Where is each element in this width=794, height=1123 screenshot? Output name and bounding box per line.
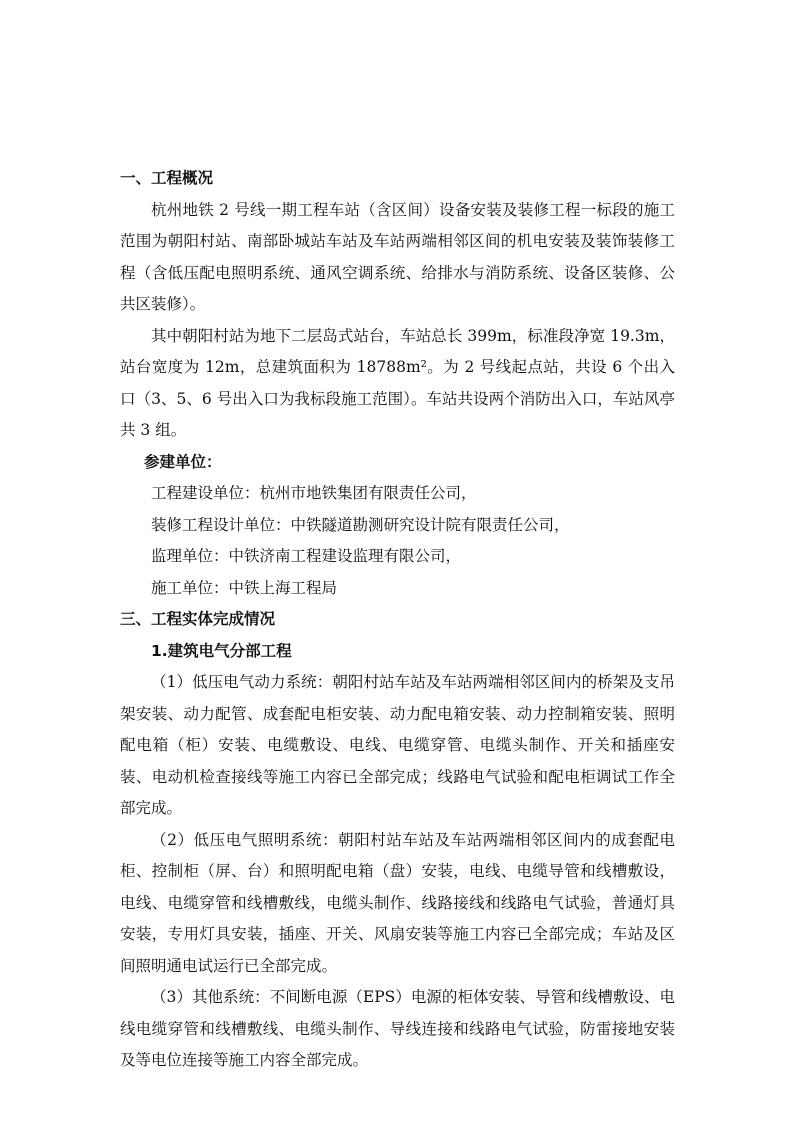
subsection-heading-electrical: 1.建筑电气分部工程 [151, 641, 292, 660]
participant-supervisor: 监理单位：中铁济南工程建设监理有限公司， [151, 547, 462, 565]
list-item-lighting-system: （2）低压电气照明系统：朝阳村站车站及车站两端相邻区间内的成套配电柜、控制柜（屏、台）和照明配电箱（盘）安装，电线、电缆导管和线槽敷设，电线、电缆穿管和线槽敷线，电缆头制作、线路接线和线路电气试验，普通灯具安装，专用灯具安装，插座、开关、风扇安装等施工内容已全部完成；车站及区间照明通电试运行已全部完成。 [120, 830, 675, 975]
list-item-power-system: （1）低压电气动力系统：朝阳村站车站及车站两端相邻区间内的桥架及支吊架安装、动力配管、成套配电柜安装、动力配电箱安装、动力控制箱安装、照明配电箱（柜）安装、电缆敷设、电线、电缆穿管、电缆头制作、开关和插座安装、电动机检查接线等施工内容已全部完成；线路电气试验和配电柜调试工作全部完成。 [120, 673, 675, 817]
participant-designer: 装修工程设计单位：中铁隧道勘测研究设计院有限责任公司， [151, 515, 570, 534]
participant-contractor: 施工单位：中铁上海工程局 [151, 578, 338, 597]
paragraph-station-info: 其中朝阳村站为地下二层岛式站台，车站总长 399m，标准段净宽 19.3m，站台宽度为 12m，总建筑面积为 18788m²。为 2 号线起点站，共设 6 个出入口（3、5、6 号出入口为我标段施工范围）。车站共设两个消防出入口，车站风亭共 3 组。 [120, 326, 675, 439]
list-item-other-system: （3）其他系统：不间断电源（EPS）电源的柜体安装、导管和线槽敷设、电线电缆穿管和线槽敷线、电缆头制作、导线连接和线路电气试验，防雷接地安装及等电位连接等施工内容全部完成。 [120, 988, 675, 1069]
participants-heading: 参建单位： [144, 452, 222, 471]
participant-owner: 工程建设单位：杭州市地铁集团有限责任公司， [151, 484, 477, 502]
section-heading-completion: 三、工程实体完成情况 [120, 610, 276, 628]
section-heading-overview: 一、工程概况 [120, 169, 214, 187]
paragraph-scope: 杭州地铁 2 号线一期工程车站（含区间）设备安装及装修工程一标段的施工范围为朝阳村站、南部卧城站车站及车站两端相邻区间的机电安装及装饰装修工程（含低压配电照明系统、通风空调系统、给排水与消防系统、设备区装修、公共区装修）。 [120, 200, 675, 313]
document-body [120, 163, 675, 1077]
